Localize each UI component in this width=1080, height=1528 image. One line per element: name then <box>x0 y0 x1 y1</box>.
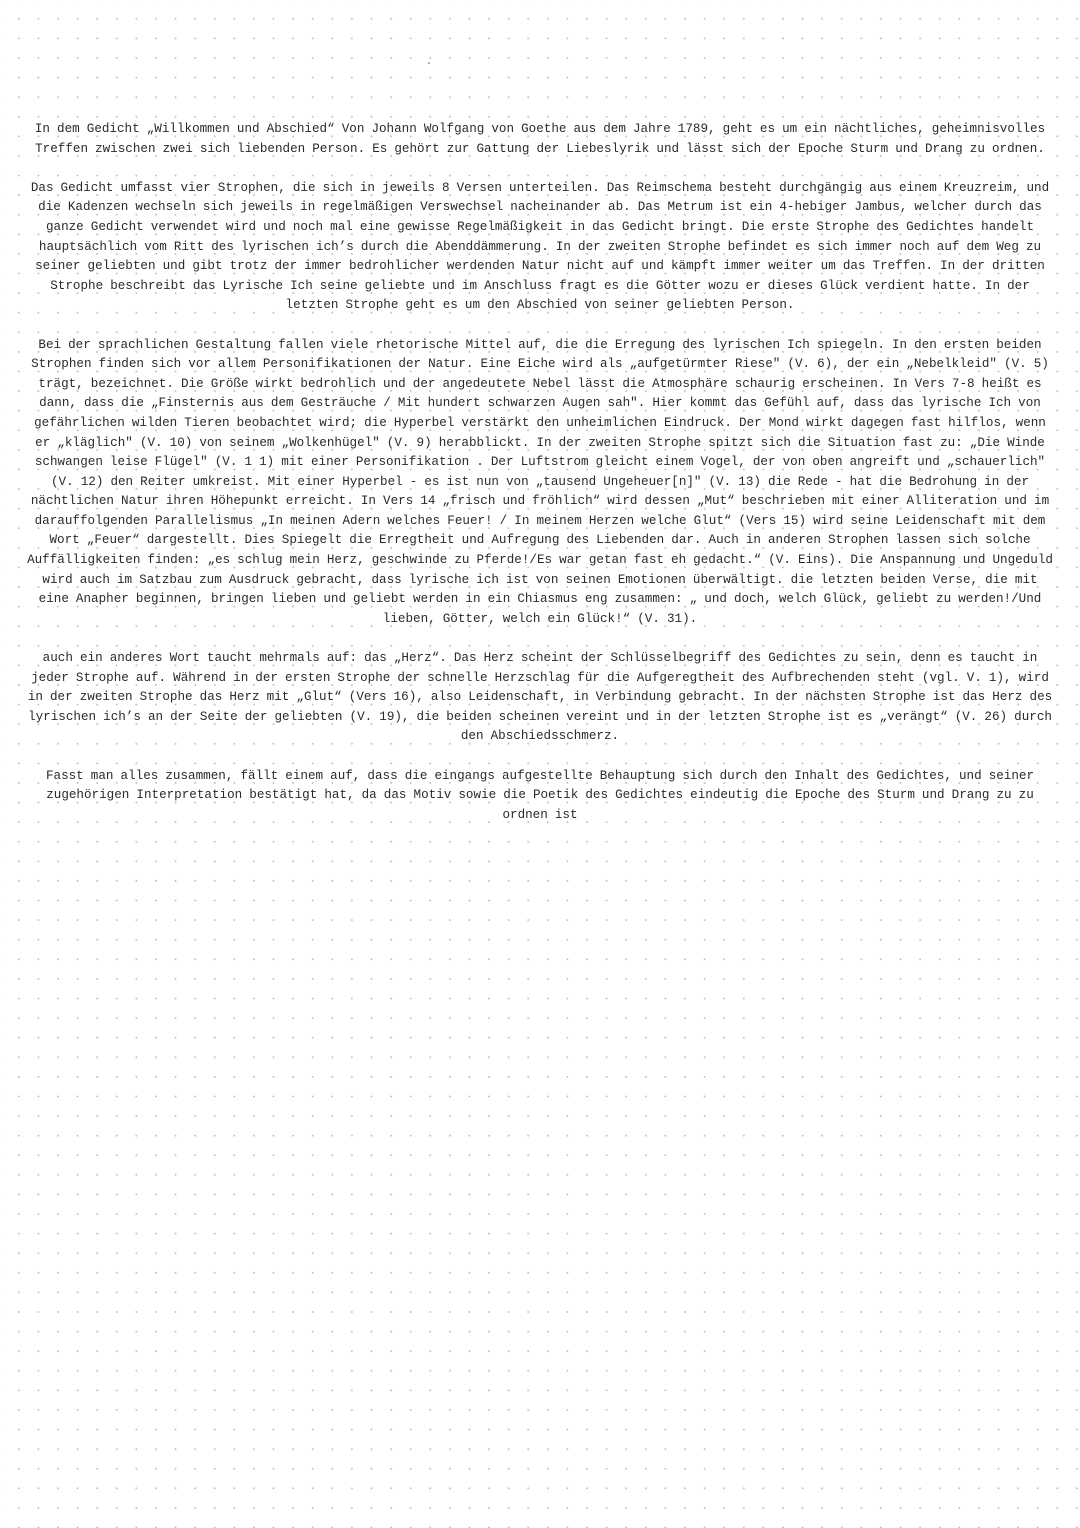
stray-pen-mark <box>428 62 430 64</box>
paragraph-heart-motif: auch ein anderes Wort taucht mehrmals auf: das „Herz“. Das Herz scheint der Schlüsselbegriff des Gedichtes zu sein, denn es taucht in jeder Strophe auf. Während in der ersten Strophe der schnelle Herzschlag für die Aufgeregtheit des Aufbrechenden steht (vgl. V. 1), wird in der zweiten Strophe das Herz mit „Glut“ (Vers 16), also Leidenschaft, in Verbindung gebracht. In der nächsten Strophe ist das Herz des lyrischen ich’s an der Seite der geliebten (V. 19), die beiden scheinen vereint und in der letzten Strophe ist es „verängt“ (V. 26) durch den Abschiedsschmerz. <box>27 651 1053 744</box>
paragraph-form-and-content: Das Gedicht umfasst vier Strophen, die sich in jeweils 8 Versen unterteilen. Das Reimschema besteht durchgängig aus einem Kreuzreim, und die Kadenzen wechseln sich jeweils in regelmäßigen Verswechsel nacheinander ab. Das Metrum ist ein 4-hebiger Jambus, welcher durch das ganze Gedicht verwendet wird und noch mal eine gewisse Regelmäßigkeit in das Gedicht bringt. Die erste Strophe des Gedichtes handelt hauptsächlich vom Ritt des lyrischen ich’s durch die Abenddämmerung. In der zweiten Strophe befindet es sich immer noch auf dem Weg zu seiner geliebten und gibt trotz der immer bedrohlicher werdenden Natur nicht auf und kämpft immer weiter um das Treffen. In der dritten Strophe beschreibt das Lyrische Ich seine geliebte und im Anschluss fragt es die Götter wozu er dieses Glück verdient hatte. In der letzten Strophe geht es um den Abschied von seiner geliebten Person. <box>30 180 1050 313</box>
paragraph-language-analysis: Bei der sprachlichen Gestaltung fallen viele rhetorische Mittel auf, die die Erregung des lyrischen Ich spiegeln. In den ersten beiden Strophen finden sich vor allem Personifikationen der Natur. Eine Eiche wird als „aufgetürmter Riese" (V. 6), der ein „Nebelkleid" (V. 5) trägt, bezeichnet. Die Größe wirkt bedrohlich und der angedeutete Nebel lässt die Atmosphäre schaurig erscheinen. In Vers 7-8 heißt es dann, dass die „Finsternis aus dem Gesträuche / Mit hundert schwarzen Augen sah". Hier kommt das Gefühl auf, dass das lyrische Ich von gefährlichen wilden Tieren beobachtet wird; die Hyperbel verstärkt den unheimlichen Eindruck. Der Mond wirkt dagegen fast hilflos, wenn er „kläglich" (V. 10) von seinem „Wolkenhügel" (V. 9) herabblickt. In der zweiten Strophe spitzt sich die Situation fast zu: „Die Winde schwangen leise Flügel" (V. 1 1) mit einer Personifikation . Der Luftstrom gleicht einem Vogel, der von oben angreift und „schauerlich" (V. 12) den Reiter umkreist. Mit einer Hyperbel - es ist nun von „tausend Ungeheuer[n]" (V. 13) die Rede - hat die Bedrohung in der nächtlichen Natur ihren Höhepunkt erreicht. In Vers 14 „frisch und fröhlich“ wird dessen „Mut“ beschrieben mit einer Alliteration und im darauffolgenden Parallelismus „In meinen Adern welches Feuer! / In meinem Herzen welche Glut“ (Vers 15) wird seine Leidenschaft mit dem Wort „Feuer“ dargestellt. Dies Spiegelt die Erregtheit und Aufregung des Liebenden dar. Auch in anderen Strophen lassen sich solche Auffälligkeiten finden: „es schlug mein Herz, geschwinde zu Pferde!/Es war getan fast eh gedacht.“ (V. Eins). Die Anspannung und Ungeduld wird auch im Satzbau zum Ausdruck gebracht, dass lyrische ich ist von seinen Emotionen überwältigt. die letzten beiden Verse, die mit eine Anapher beginnen, bringen lieben und geliebt werden in ein Chiasmus eng zusammen: „ und doch, welch Glück, geliebt zu werden!/Und lieben, Götter, welch ein Glück!“ (V. 31). <box>27 337 1053 626</box>
paragraph-conclusion: Fasst man alles zusammen, fällt einem auf, dass die eingangs aufgestellte Behauptung sich durch den Inhalt des Gedichtes, und seiner zugehörigen Interpretation bestätigt hat, da das Motiv sowie die Poetik des Gedichtes eindeutig die Epoche des Sturm und Drang zu zu ordnen ist <box>45 768 1035 822</box>
paragraph-introduction: In dem Gedicht „Willkommen und Abschied“ Von Johann Wolfgang von Goethe aus dem Jahre 1789, geht es um ein nächtliches, geheimnisvolles Treffen zwischen zwei sich liebenden Person. Es gehört zur Gattung der Liebeslyrik und lässt sich der Epoche Sturm und Drang zu ordnen. <box>34 122 1046 156</box>
